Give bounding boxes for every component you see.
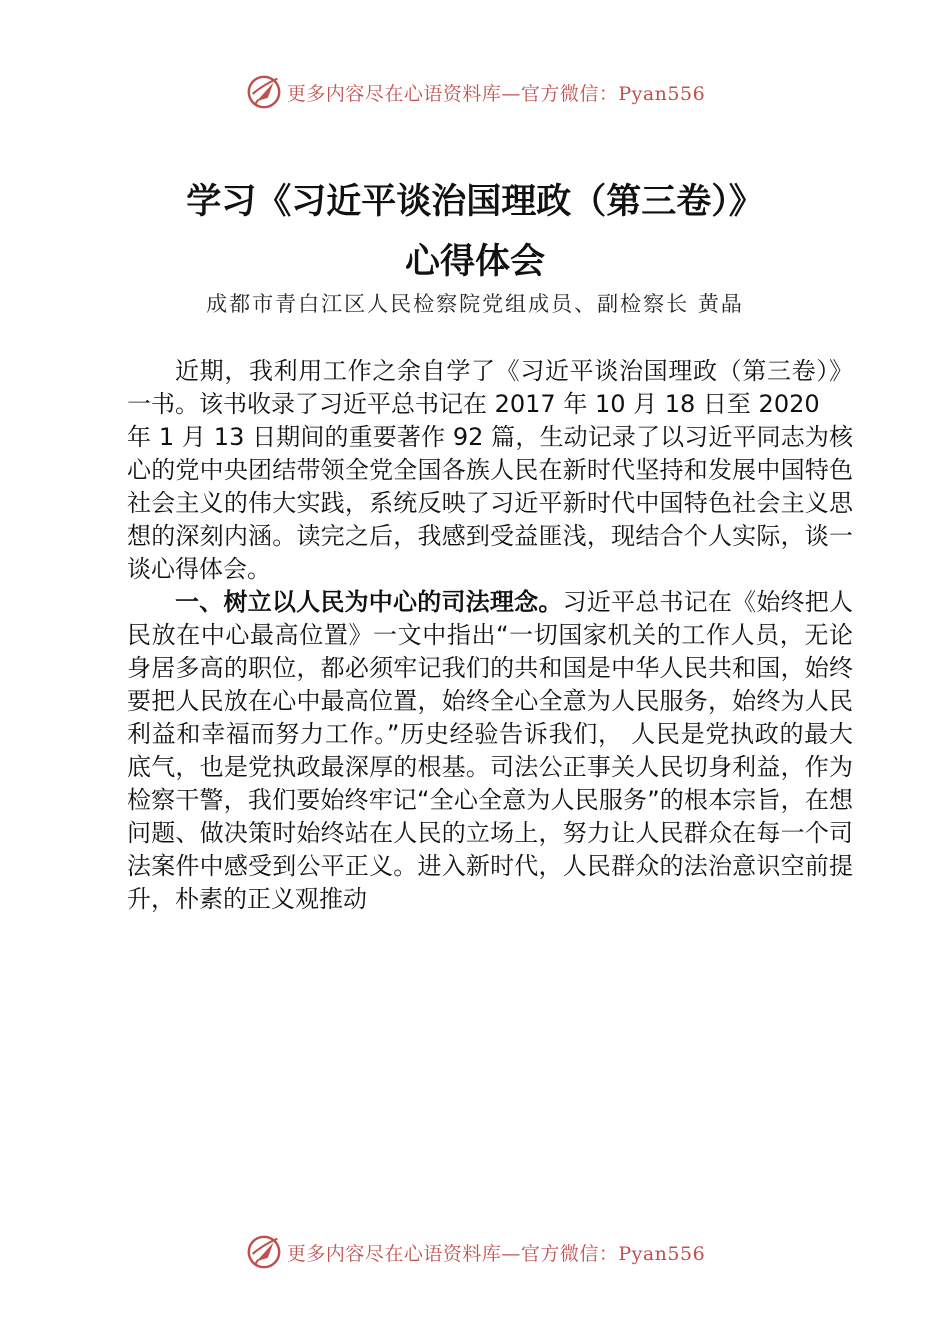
footer-watermark-banner <box>0 1230 950 1274</box>
paragraph-intro-continued: 年 1 月 13 日期间的重要著作 92 篇，生动记录了以习近平同志为核心的党中央团结带领全党全国各族人民在新时代坚持和发展中国特色社会主义的伟大实践，系统反映了习近平新时代中国特色社会主义思想的深刻内涵。读完之后，我感到受益匪浅，现结合个人实际，谈一谈心得体会。 <box>127 423 853 583</box>
quill-logo-icon <box>245 73 283 111</box>
section-1-body: 习近平总书记在《始终把人民放在中心最高位置》一文中指出“一切国家机关的工作人员，无论身居多高的职位，都必须牢记我们的共和国是中华人民共和国，始终要把人民放在心中最高位置，始终全心全意为人民服务，始终为人民利益和幸福而努力工作。”历史经验告诉我们， 人民是党执政的最大底气，也是党执政最深厚的根基。司法公正事关人民切身利益，作为检察干警，我们要始终牢记“全心全意为人民服务”的根本宗旨，在想问题、做决策时始终站在人民的立场上，努力让人民群众在每一个司法案件中感受到公平正义。进入新时代，人民群众的法治意识空前提升，朴素的正义观推动 <box>127 588 854 913</box>
paragraph-intro-first: 近期，我利用工作之余自学了《习近平谈治国理政（第三卷）》一书。该书收录了习近平总书记在 2017 年 10 月 18 日至 2020 <box>127 357 853 418</box>
document-title-line2: 心得体会 <box>404 241 545 282</box>
watermark-text: 更多内容尽在心语资料库—官方微信：Pyan556 <box>286 82 706 105</box>
paragraph-section-1 <box>127 586 853 916</box>
quill-logo-icon <box>245 1233 283 1271</box>
document-body <box>127 355 853 916</box>
header-watermark-banner <box>0 70 950 114</box>
section-1-heading: 一、树立以人民为中心的司法理念。 <box>175 588 563 616</box>
watermark-text: 更多内容尽在心语资料库—官方微信：Pyan556 <box>286 1242 706 1265</box>
author-byline: 成都市青白江区人民检察院党组成员、副检察长 黄晶 <box>206 292 744 316</box>
document-title-line1: 学习《习近平谈治国理政（第三卷）》 <box>186 181 764 222</box>
